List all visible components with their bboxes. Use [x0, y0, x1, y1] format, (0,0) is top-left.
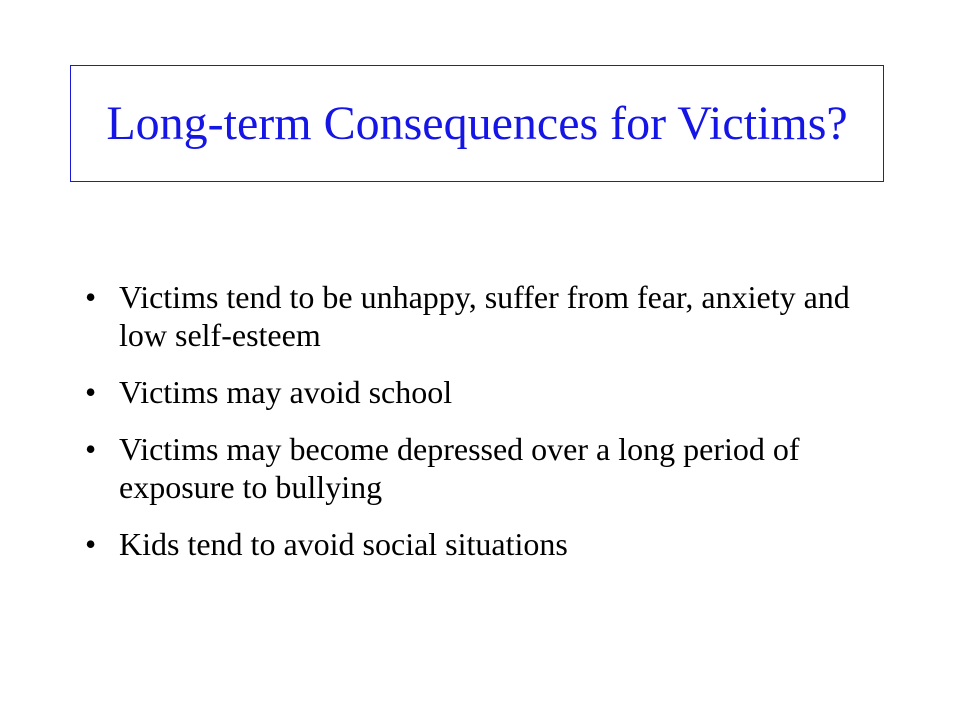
bullet-item: [85, 430, 885, 506]
bullet-text: Victims may become depressed over a long period of exposure to bullying: [119, 431, 800, 505]
bullet-item: [85, 525, 885, 563]
bullet-dot-icon: •: [85, 526, 97, 562]
bullet-text: Kids tend to avoid social situations: [119, 526, 568, 562]
bullet-text: Victims tend to be unhappy, suffer from fear, anxiety and low self-esteem: [119, 279, 850, 353]
bullet-item: [85, 278, 885, 354]
title-box: [70, 65, 884, 182]
bullet-dot-icon: •: [85, 431, 97, 467]
bullet-text: Victims may avoid school: [119, 374, 453, 410]
bullet-list: [85, 278, 885, 582]
bullet-dot-icon: •: [85, 279, 97, 315]
slide-title: Long-term Consequences for Victims?: [106, 96, 848, 150]
bullet-dot-icon: •: [85, 374, 97, 410]
bullet-item: [85, 373, 885, 411]
